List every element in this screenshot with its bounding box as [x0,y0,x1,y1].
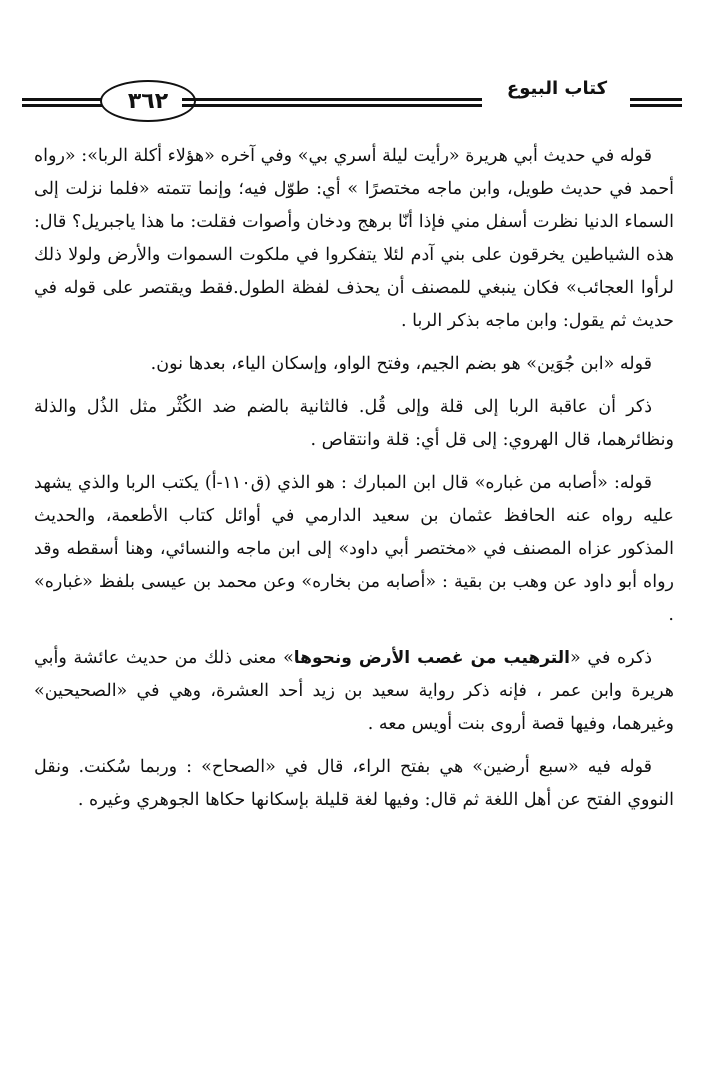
paragraph-land-usurpation-rest: » معنى ذلك من حديث عائشة وأبي هريرة وابن عمر ، فإنه ذكر رواية سعيد بن زيد أحد العشرة، وهي في «الصحيحين» وغيرهما، وفيها قصة أروى بنت أويس معه . [34,648,674,734]
header-rule-left [22,98,104,107]
paragraph-ibn-juwayn: قوله «ابن جُوَين» هو بضم الجيم، وفتح الواو، وإسكان الياء، بعدها نون. [150,354,652,374]
paragraph-abu-huraira-hadith: قوله في حديث أبي هريرة «رأيت ليلة أسري بي» وفي آخره «هؤلاء أكلة الربا»: «رواه أحمد في حديث طويل، وابن ماجه مختصرًا » أي: طوّل فيه؛ وإنما تتمته «فلما نزلت إلى السماء الدنيا نظرت أسفل مني فإذا أنّا برهج ودخان وأصوات فقلت: ما هذا ياجبريل؟ قال: هذه الشياطين يخرقون على بني آدم لئلا يتفكروا في ملكوت السموات والأرض ولولا ذلك لرأوا العجائب» فكان ينبغي للمصنف أن يحذف لفظة الطول.فقط ويقتصر على قوله في حديث ثم يقول: وابن ماجه بذكر الربا . [34,146,674,331]
paragraph-seven-earths: قوله فيه «سبع أرضين» هي بفتح الراء، قال في «الصحاح» : وربما سُكنت. ونقل النووي الفتح عن أهل اللغة ثم قال: وفيها لغة قليلة بإسكانها حكاها الجوهري وغيره . [34,757,674,810]
paragraph-land-usurpation [34,642,674,741]
paragraph-land-usurpation-lead: ذكره في « [569,648,652,668]
header-rule-right [630,98,682,107]
header-rule-middle [182,98,482,107]
page-body [34,140,674,827]
book-title: كتاب البيوع [506,78,608,99]
chapter-reference: الترهيب من غصب الأرض ونحوها [293,648,570,668]
page-header [22,76,682,132]
paragraph-riba-outcome: ذكر أن عاقبة الربا إلى قلة وإلى قُل. فالثانية بالضم ضد الكُثْر مثل الذُل والذلة ونظائرهما، قال الهروي: إلى قل أي: قلة وانتقاص . [34,397,674,450]
paragraph-dust-of-riba: قوله: «أصابه من غباره» قال ابن المبارك : هو الذي (ق١١٠-أ) يكتب الربا والذي يشهد عليه رواه عنه الحافظ عثمان بن سعيد الدارمي في أوائل كتاب الأطعمة، والحديث المذكور عزاه المصنف في «مختصر أبي داود» إلى ابن ماجه والنسائي، وهنا أسقطه وقد رواه أبو داود عن وهب بن بقية : «أصابه من بخاره» وعن محمد بن عيسى بلفظ «غباره» . [34,473,674,625]
page-number: ٣٦٢ [100,80,196,122]
